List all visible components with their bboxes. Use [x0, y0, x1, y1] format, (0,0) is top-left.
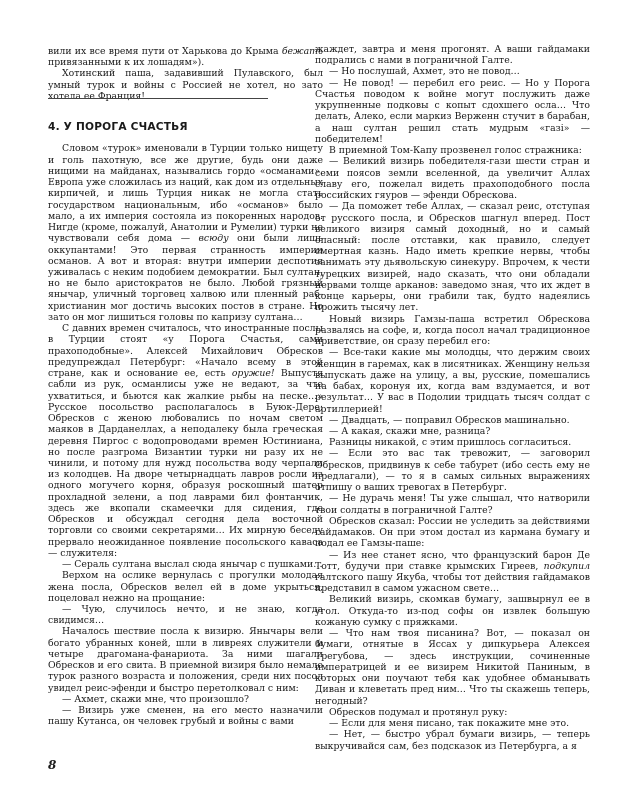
- paragraph: [315, 426, 590, 437]
- paragraph: [315, 550, 590, 595]
- emphasis-text: оружие!: [231, 368, 275, 380]
- paragraph-text: Выпустя сабли из рук, османлисы уже не ведают, за что ухватиться, и бьются как жалкие рыбы на песке…» Русское посольство располагалось в Буюк-Дере; Обресков с женою любовались по ночам светом маяков в Дарданеллах, а неподалеку была греческая деревня Пиргос с водопроводами времен Юстиниана, но после разгрома Византии турки ни разу их не чинили, и потому для нужд посольства воду черпали из колодцев. На дворе четырнадцать лавров росли из одного могучего корня, образуя роскошный шатер прохладной зелени, а под лаврами бил фонтанчик, здесь же вкопали скамеечки для сидения, где Обресков и обсуждал сегодня дела восточной торговли со своими секретарями… Их мирную беседу прервало неожиданное появление посольского каваса — служителя:: [48, 368, 323, 559]
- paragraph: [315, 145, 590, 156]
- paragraph-text: — Если это вас так тревожит, — заговорил Обресков, придвинув к себе табурет (ибо сесть ему не предлагали), — то я в самых сильных выражениях отпишу о ваших тревогах в Петербург.: [315, 448, 590, 494]
- paragraph: [315, 66, 590, 77]
- paragraph: [315, 347, 590, 414]
- paragraph-text: — Чую, случилось нечто, и не знаю, когда свидимся…: [48, 604, 323, 627]
- paragraph-text: Обресков сказал: России не уследить за действиями гайдамаков. Он при этом достал из кармана бумагу и подал ее Гамзы-паше:: [315, 515, 590, 550]
- paragraph: [315, 493, 590, 515]
- paragraph-text: жаждет, завтра и меня прогонят. А ваши гайдамаки подрались с нами в пограничной Галте.: [315, 44, 590, 67]
- paragraph-text: С давних времен считалось, что иностранные послы в Турции стоят «у Порога Счастья, сами прахоподобные». Алексей Михайлович Обресков предупреждал Петербург: «Начало всему в этой стране, как и основание ее, есть: [48, 323, 323, 380]
- paragraph-text: Разницы никакой, с этим пришлось согласиться.: [329, 437, 572, 449]
- paragraph-text: — Двадцать, — поправил Обресков машинально.: [329, 414, 570, 426]
- paragraph: [315, 516, 590, 550]
- paragraph: [48, 46, 323, 68]
- paragraph: [315, 201, 590, 313]
- paragraph-text: — Да поможет тебе Аллах, — сказал реис, отступая от русского посла, и Обресков шагнул вперед. Пост великого визиря самый доходный, но и самый опасный: после отставки, как правило, следует смертная казнь. Надо иметь крепкие нервы, чтобы занимать эту дьявольскую синекуру. Впрочем, к чести турецких визирей, надо сказать, что они обладали нервами толще арканов: заведомо зная, что их ждет в конце карьеры, они грабили так, будто надеялись прожить тысячу лет.: [315, 201, 590, 314]
- paragraph-text: вили их все время пути от Харькова до Крыма: [48, 46, 282, 57]
- paragraph-text: — Не дурачь меня! Ты уже слышал, что натворили твои солдаты в пограничной Галте?: [315, 493, 590, 516]
- paragraph-text: — Не повод! — перебил его реис. — Но у Порога Счастья поводом к войне могут послужить даже укрупненные подковы с копыт сдохшего осла… Что делать, Алеко, если маркиз Верженн стучит в барабан, а наш султан решил стать мудрым «газі» — победителем!: [315, 77, 590, 145]
- paragraph-text: — А какая, скажи мне, разница?: [329, 425, 491, 437]
- paragraph-text: Великий визирь, скомкав бумагу, зашвырнул ее в угол. Откуда-то из-под софы он извлек большую кожаную сумку с пряжками.: [315, 594, 590, 628]
- section-title: 4. У ПОРОГА СЧАСТЬЯ: [48, 121, 188, 134]
- paragraph-text: галтского пашу Якуба, чтобы тот действия гайдамаков представил в самом ужасном свете…: [315, 572, 590, 595]
- paragraph: [48, 604, 323, 626]
- paragraph-text: — Если для меня писано, так покажите мне это.: [329, 718, 570, 730]
- paragraph-text: — Но послушай, Ахмет, это не повод…: [329, 66, 520, 78]
- paragraph: [315, 156, 590, 201]
- paragraph: [48, 559, 323, 570]
- right-column: [315, 44, 590, 752]
- paragraph: [315, 78, 590, 145]
- paragraph: [315, 594, 590, 628]
- paragraph-text: — Визирь уже сменен, на его место назначили пашу Кутанса, он человек грубый и войны с вами: [48, 705, 323, 728]
- paragraph: [48, 570, 323, 604]
- paragraph-text: — Сераль султана выслал сюда янычар с пушками…: [62, 559, 323, 571]
- paragraph: [315, 314, 590, 348]
- right-body-text: [315, 44, 590, 752]
- left-body-text: [48, 143, 323, 727]
- page-number: 8: [48, 758, 57, 772]
- paragraph-text: они были лишь оккупантами! Это первая странность империи османов. А вот и вторая: внутри империи деспотия уживалась с неким подобием демократии. Был султан, но не было аристократов не было. Любой грязный янычар, уличный торговец халвою или пленный раб-христианин мог достичь высоких постов в стране. Но зато он мог лишиться головы по капризу султана…: [48, 233, 324, 323]
- section-divider: [48, 98, 268, 99]
- intro-text: [48, 46, 323, 102]
- paragraph: [315, 718, 590, 729]
- paragraph-text: привязанными к их лошадям»).: [48, 57, 205, 69]
- paragraph-text: — Что нам твоя писанина? Вот, — показал он бумаги, отнятые в Яссах у дипкурьера Алексея Трегубова, — здесь инструкции, сочиненные императрицей и ее визирем Никитой Паниным, в которых они поучают тебя как удобнее обманывать Диван и клеветать пред ним… Что ты скажешь теперь, негодный?: [315, 628, 590, 707]
- paragraph-text: Верхом на ослике вернулась с прогулки молодая жена посла, Обресков велел ей в доме укрыться, поцеловал нежно на прощание:: [48, 570, 323, 604]
- paragraph: [315, 707, 590, 718]
- paragraph: [315, 729, 590, 751]
- paragraph-text: — Все-таки какие мы молодцы, что держим своих женщин в гаремах, как в лисятниках. Женщину нельзя выпускать даже на улицу, а вы, русские, помешались на бабах, коронуя их, когда вам вздумается, и вот результат… У вас в Подолии тридцать тысяч солдат с артиллерией!: [315, 347, 590, 415]
- emphasis-text: всюду: [198, 233, 229, 245]
- emphasis-text: бежать: [281, 46, 323, 57]
- paragraph: [315, 437, 590, 448]
- emphasis-text: подкупил: [543, 560, 590, 572]
- paragraph: [315, 415, 590, 426]
- paragraph-text: — Великий визирь победителя-гази шести стран и семи поясов земли вселенной, да увеличит Аллах славу его, пожелал видеть прахоподобного посла российских гяуров — эфенди Обрескова.: [315, 156, 590, 202]
- paragraph: [48, 323, 323, 559]
- paragraph: [315, 448, 590, 493]
- paragraph-text: Хотинский паша, задавивший Пулавского, был умный турок и войны с Россией не хотел, но зато хотела ее Франция!: [48, 68, 323, 102]
- left-column: [48, 46, 323, 728]
- paragraph: [48, 694, 323, 705]
- paragraph-text: — Из нее станет ясно, что французский барон Де Тотт, будучи при ставке крымских Гиреев,: [315, 549, 590, 572]
- paragraph-text: — Нет, — быстро убрал бумаги визирь, — теперь выкручивайся сам, без подсказок из Петербурга, а я: [315, 729, 590, 752]
- paragraph: [48, 143, 323, 323]
- paragraph-text: Обресков подумал и протянул руку:: [329, 706, 508, 718]
- paragraph: [48, 626, 323, 693]
- paragraph: [315, 628, 590, 707]
- paragraph: [48, 705, 323, 727]
- paragraph: [315, 44, 590, 66]
- paragraph-text: — Ахмет, скажи мне, что произошло?: [62, 693, 250, 705]
- paragraph-text: Словом «турок» именовали в Турции только нищету и голь пахотную, все же другие, будь они даже нищими на майданах, назывались гордо «османами». Европа уже сложилась из наций, как дом из отдельных кирпичей, и лишь Турция никак не могла стать государством национальным, ибо «османов» было мало, а их империя состояла из покоренных народов. Нигде (кроме, пожалуй, Анатолии и Румелии) турки не чувствовали себя дома —: [48, 143, 323, 245]
- paragraph-text: В приемной Том-Капу прозвенел голос стражника:: [329, 145, 582, 157]
- paragraph-text: Началось шествие посла к визирю. Янычары вели богато убранных коней, шли в ливреях служители и четыре драгомана-фанариота. За ними шагали Обресков и его свита. В приемной визиря было немало турок разного возраста и положения, среди них посол увидел реис-эфенди и быстро перетолковал с ним:: [48, 626, 323, 694]
- paragraph-text: Новый визирь Гамзы-паша встретил Обрескова развалясь на софе, и, когда посол начал традиционное приветствие, он сразу перебил его:: [315, 313, 590, 348]
